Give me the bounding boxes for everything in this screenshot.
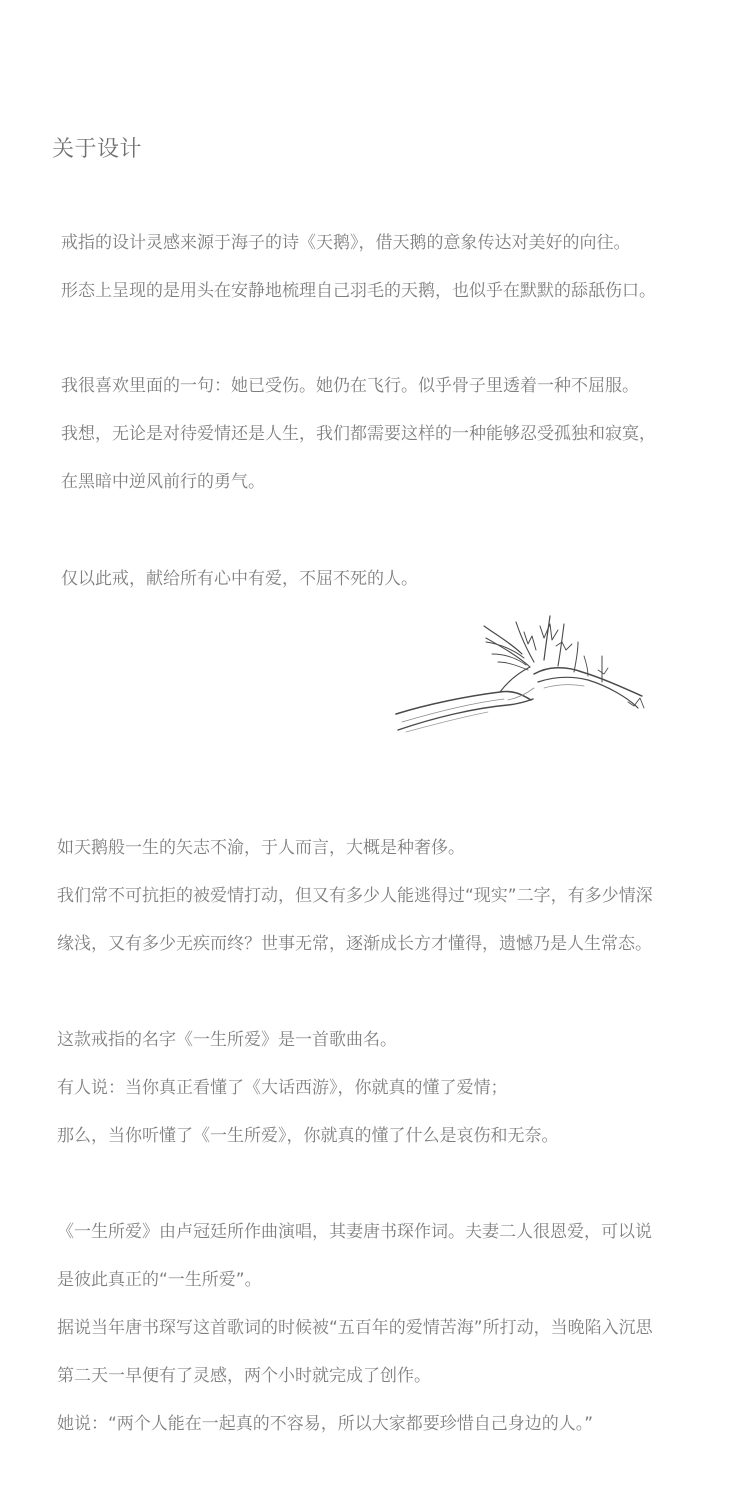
- story-line: 我们常不可抗拒的被爱情打动，但又有多少人能逃得过“现实”二字，有多少情深: [57, 886, 653, 906]
- story-line: 据说当年唐书琛写这首歌词的时候被“五百年的爱情苦海”所打动，当晚陷入沉思: [57, 1318, 653, 1338]
- story-line: 第二天一早便有了灵感，两个小时就完成了创作。: [57, 1366, 431, 1386]
- story-line: 她说：“两个人能在一起真的不容易，所以大家都要珍惜自己身边的人。”: [57, 1414, 594, 1434]
- intro-line: 戒指的设计灵感来源于海子的诗《天鹅》，借天鹅的意象传达对美好的向往。: [61, 233, 631, 253]
- intro-line: 在黑暗中逆风前行的勇气。: [61, 472, 265, 492]
- story-line: 那么，当你听懂了《一生所爱》，你就真的懂了什么是哀伤和无奈。: [57, 1126, 559, 1146]
- story-line: 这款戒指的名字《一生所爱》是一首歌曲名。: [57, 1030, 397, 1050]
- story-line: 《一生所爱》由卢冠廷所作曲演唱，其妻唐书琛作词。夫妻二人很恩爱，可以说: [57, 1222, 652, 1242]
- intro-line: 我很喜欢里面的一句：她已受伤。她仍在飞行。似乎骨子里透着一种不屈服。: [61, 376, 639, 396]
- intro-line: 我想，无论是对待爱情还是人生，我们都需要这样的一种能够忍受孤独和寂寞，: [61, 424, 656, 444]
- section-heading: 关于设计: [52, 137, 143, 162]
- story-line: 缘浅，又有多少无疾而终？世事无常，逐渐成长方才懂得，遗憾乃是人生常态。: [57, 934, 652, 954]
- story-line: 有人说：当你真正看懂了《大话西游》，你就真的懂了爱情；: [57, 1078, 508, 1098]
- story-line: 如天鹅般一生的矢志不渝，于人而言，大概是种奢侈。: [57, 838, 465, 858]
- story-line: 是彼此真正的“一生所爱”。: [57, 1270, 262, 1290]
- swan-wing-sketch-icon: [388, 604, 658, 744]
- intro-line: 形态上呈现的是用头在安静地梳理自己羽毛的天鹅，也似乎在默默的舔舐伤口。: [61, 281, 656, 301]
- intro-line: 仅以此戒，献给所有心中有爱，不屈不死的人。: [61, 569, 418, 589]
